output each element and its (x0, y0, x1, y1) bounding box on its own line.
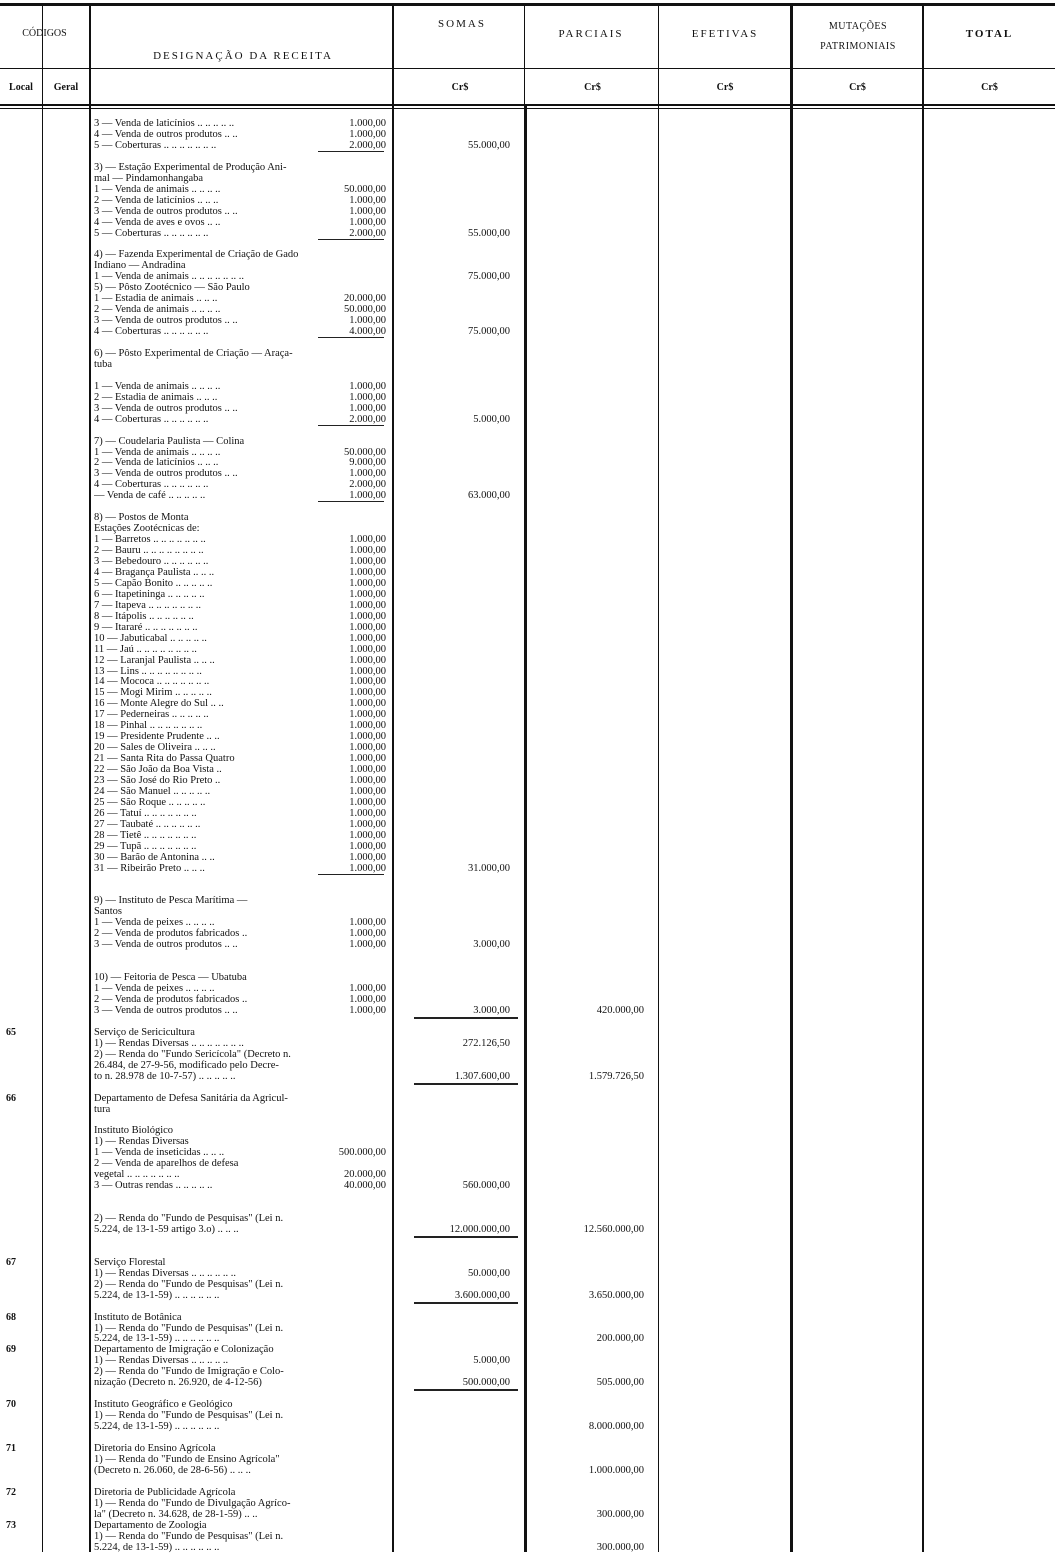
revenue-description: Instituto de Botânica (94, 1311, 182, 1323)
revenue-description: Serviço de Sericicultura (94, 1026, 195, 1038)
revenue-description: 5.224, de 13-1-59) .. .. .. .. .. .. (94, 1541, 220, 1553)
revenue-description: 1) — Rendas Diversas (94, 1136, 189, 1148)
revenue-description: 4 — Venda de aves e ovos .. .. (94, 216, 221, 228)
revenue-description: 11 — Jaú .. .. .. .. .. .. .. .. (94, 643, 197, 655)
revenue-description: 1 — Barretos .. .. .. .. .. .. .. (94, 534, 206, 546)
revenue-description: 30 — Barão de Antonina .. .. (94, 851, 215, 863)
parciais-amount: 420.000,00 (596, 1004, 644, 1016)
item-amount: 20.000,00 (344, 1169, 386, 1181)
item-amount: 1.000,00 (349, 216, 386, 228)
item-amount: 1.000,00 (349, 994, 386, 1005)
item-amount: 1.000,00 (349, 665, 386, 677)
item-amount: 50.000,00 (344, 446, 386, 458)
revenue-description: 28 — Tietê .. .. .. .. .. .. .. (94, 829, 197, 841)
item-amount: 1.000,00 (349, 687, 386, 699)
revenue-description: 1) — Renda do "Fundo de Ensino Agrícola" (94, 1453, 280, 1465)
item-amount: 1.000,00 (349, 917, 386, 929)
item-amount: 1.000,00 (349, 720, 386, 732)
revenue-description: 3 — Venda de outros produtos .. .. (94, 402, 238, 414)
revenue-description: 2) — Renda do "Fundo de Imigração e Colo- (94, 1366, 284, 1378)
item-amount: 1.000,00 (349, 829, 386, 841)
somas-header: SOMAS (438, 18, 486, 30)
efetivas-header: EFETIVAS (691, 28, 759, 40)
revenue-description: 23 — São José do Rio Preto .. (94, 775, 221, 786)
local-code: 71 (6, 1442, 16, 1454)
item-amount: 1.000,00 (349, 818, 386, 830)
col-line-somas-head (524, 6, 525, 106)
item-amount: 1.000,00 (349, 807, 386, 819)
item-amount: 50.000,00 (344, 304, 386, 316)
revenue-description: 24 — São Manuel .. .. .. .. .. (94, 785, 211, 797)
item-amount: 1.000,00 (349, 654, 386, 666)
revenue-description: 3 — Bebedouro .. .. .. .. .. .. (94, 556, 209, 567)
revenue-description: 9 — Itararé .. .. .. .. .. .. .. (94, 621, 198, 633)
item-amount: 1.000,00 (349, 118, 386, 129)
revenue-description: 1 — Venda de animais .. .. .. .. (94, 380, 221, 392)
somas-amount: 560.000,00 (462, 1180, 510, 1192)
currency-somas: Cr$ (451, 82, 469, 93)
local-code: 68 (6, 1311, 16, 1323)
revenue-description: 2 — Venda de laticínios .. .. .. (94, 457, 219, 469)
revenue-description: 4 — Venda de outros produtos .. .. (94, 128, 238, 140)
item-amount: 1.000,00 (349, 1004, 386, 1016)
revenue-description: Diretoria do Ensino Agrícola (94, 1442, 216, 1454)
item-amount: 1.000,00 (349, 588, 386, 600)
revenue-description: 1 — Venda de animais .. .. .. .. (94, 446, 221, 458)
somas-amount: 31.000,00 (468, 862, 510, 874)
revenue-description: Instituto Geográfico e Geológico (94, 1399, 233, 1411)
local-code: 69 (6, 1344, 16, 1356)
revenue-description: 6 — Itapetininga .. .. .. .. .. (94, 588, 205, 600)
item-amount: 1.000,00 (349, 556, 386, 567)
revenue-description: 5) — Pôsto Zootécnico — São Paulo (94, 282, 250, 294)
item-amount: 1.000,00 (349, 205, 386, 217)
revenue-description: 4 — Coberturas .. .. .. .. .. .. (94, 413, 209, 425)
item-amount: 20.000,00 (344, 293, 386, 305)
revenue-description: 26 — Tatuí .. .. .. .. .. .. .. (94, 807, 197, 819)
revenue-description: 5.224, de 13-1-59) .. .. .. .. .. .. (94, 1289, 220, 1301)
revenue-description: 3) — Estação Experimental de Produção Ani- (94, 161, 287, 173)
revenue-description: 3 — Venda de outros produtos .. .. (94, 205, 238, 217)
item-amount: 1.000,00 (349, 545, 386, 557)
item-amount: 2.000,00 (349, 413, 386, 425)
item-amount: 2.000,00 (349, 479, 386, 491)
parciais-amount: 300.000,00 (596, 1508, 644, 1520)
revenue-description: 3 — Venda de outros produtos .. .. (94, 1004, 238, 1016)
total-header: TOTAL (965, 28, 1014, 40)
revenue-description: Departamento de Imigração e Colonização (94, 1344, 274, 1356)
revenue-description: 18 — Pinhal .. .. .. .. .. .. .. (94, 720, 203, 732)
revenue-description: Instituto Biológico (94, 1125, 174, 1137)
somas-amount: 3.000,00 (473, 1004, 510, 1016)
item-amount: 1.000,00 (349, 632, 386, 644)
geral-header: Geral (53, 82, 79, 93)
currency-efetivas: Cr$ (716, 82, 734, 93)
somas-amount: 75.000,00 (468, 326, 510, 338)
item-amount: 1.000,00 (349, 796, 386, 808)
revenue-description: la" (Decreto n. 34.628, de 28-1-59) .. .. (94, 1508, 258, 1520)
item-amount: 1.000,00 (349, 939, 386, 951)
revenue-description: Santos (94, 906, 123, 918)
local-code: 65 (6, 1026, 16, 1038)
item-amount: 1.000,00 (349, 862, 386, 874)
item-amount: 2.000,00 (349, 227, 386, 239)
item-amount: 1.000,00 (349, 731, 386, 743)
currency-mutacoes: Cr$ (849, 82, 866, 93)
top-rule (0, 3, 1055, 6)
currency-total: Cr$ (981, 82, 998, 93)
item-amount: 1.000,00 (349, 764, 386, 776)
revenue-description: to n. 28.978 de 10-7-57) .. .. .. .. .. (94, 1070, 236, 1082)
revenue-description: 3 — Venda de laticínios .. .. .. .. .. (94, 118, 235, 129)
revenue-description: 5 — Coberturas .. .. .. .. .. .. (94, 227, 209, 239)
local-code: 67 (6, 1256, 16, 1268)
revenue-description: 14 — Mococa .. .. .. .. .. .. .. (94, 676, 210, 688)
table-row (0, 1542, 1055, 1554)
revenue-description: 20 — Sales de Oliveira .. .. .. (94, 742, 216, 754)
parciais-amount: 1.579.726,50 (588, 1070, 644, 1082)
item-amount: 1.000,00 (349, 709, 386, 721)
revenue-description: 1 — Estadia de animais .. .. .. (94, 293, 218, 305)
parciais-amount: 505.000,00 (596, 1377, 644, 1389)
revenue-description: 6) — Pôsto Experimental de Criação — Araça- (94, 347, 293, 359)
revenue-description: 1 — Venda de animais .. .. .. .. (94, 183, 221, 195)
header-mid-rule (0, 68, 1055, 69)
item-amount: 1.000,00 (349, 983, 386, 995)
local-header: Local (9, 82, 33, 93)
mutacoes-header: MUTAÇÕES PATRIMONIAIS (820, 21, 896, 52)
revenue-description: mal — Pindamonhangaba (94, 172, 204, 184)
revenue-description: 4 — Bragança Paulista .. .. .. (94, 566, 215, 578)
item-amount: 1.000,00 (349, 643, 386, 655)
revenue-description: Departamento de Defesa Sanitária da Agricul- (94, 1092, 288, 1104)
revenue-description: 3 — Venda de outros produtos .. .. (94, 468, 238, 480)
somas-amount: 5.000,00 (473, 413, 510, 425)
somas-amount: 55.000,00 (468, 227, 510, 239)
item-amount: 500.000,00 (338, 1147, 386, 1159)
revenue-description: 9) — Instituto de Pesca Marítima — (94, 895, 248, 907)
item-amount: 1.000,00 (349, 676, 386, 688)
parciais-amount: 300.000,00 (596, 1541, 644, 1553)
revenue-description: 15 — Mogi Mirim .. .. .. .. .. (94, 687, 212, 699)
revenue-description: 5 — Coberturas .. .. .. .. .. .. .. (94, 139, 217, 151)
revenue-description: 1 — Venda de animais .. .. .. .. .. .. .. (94, 271, 244, 283)
somas-amount: 3.600.000,00 (454, 1289, 510, 1301)
revenue-description: 4 — Coberturas .. .. .. .. .. .. (94, 326, 209, 338)
revenue-description: Departamento de Zoologia (94, 1519, 207, 1531)
revenue-description: 7 — Itapeva .. .. .. .. .. .. .. (94, 599, 202, 611)
local-code: 70 (6, 1399, 16, 1411)
revenue-description: 2) — Renda do "Fundo de Pesquisas" (Lei n. (94, 1278, 284, 1290)
item-amount: 1.000,00 (349, 391, 386, 403)
revenue-description: 5.224, de 13-1-59) .. .. .. .. .. .. (94, 1333, 220, 1345)
somas-amount: 272.126,50 (462, 1037, 510, 1049)
item-amount: 1.000,00 (349, 610, 386, 622)
item-amount: 1.000,00 (349, 315, 386, 327)
parciais-amount: 8.000.000,00 (588, 1421, 644, 1433)
revenue-description: 1 — Venda de inseticidas .. .. .. (94, 1147, 225, 1159)
somas-amount: 3.000,00 (473, 939, 510, 951)
revenue-description: 2 — Venda de produtos fabricados .. (94, 928, 248, 940)
revenue-description: 1) — Renda do "Fundo de Divulgação Agríco- (94, 1497, 291, 1509)
revenue-description: 1) — Renda do "Fundo de Pesquisas" (Lei n. (94, 1322, 284, 1334)
revenue-description: 2 — Venda de laticínios .. .. .. (94, 194, 219, 206)
revenue-description: 3 — Venda de outros produtos .. .. (94, 939, 238, 951)
somas-amount: 500.000,00 (462, 1377, 510, 1389)
revenue-description: — Venda de café .. .. .. .. .. (94, 490, 206, 502)
revenue-description: 10 — Jabuticabal .. .. .. .. .. (94, 632, 207, 644)
item-amount: 4.000,00 (349, 326, 386, 338)
revenue-description: 25 — São Roque .. .. .. .. .. (94, 796, 206, 808)
revenue-description: 19 — Presidente Prudente .. .. (94, 731, 220, 743)
revenue-description: 5.224, de 13-1-59) .. .. .. .. .. .. (94, 1421, 220, 1433)
item-amount: 1.000,00 (349, 840, 386, 852)
local-code: 66 (6, 1092, 16, 1104)
item-amount: 1.000,00 (349, 128, 386, 140)
item-amount: 1.000,00 (349, 775, 386, 786)
designacao-header: DESIGNAÇÃO DA RECEITA (153, 50, 333, 62)
revenue-description: 29 — Tupã .. .. .. .. .. .. .. (94, 840, 197, 852)
parciais-header: PARCIAIS (558, 28, 624, 40)
revenue-description: tura (94, 1103, 111, 1115)
item-amount: 1.000,00 (349, 490, 386, 502)
revenue-description: 5 — Capão Bonito .. .. .. .. .. (94, 577, 213, 589)
revenue-description: 2 — Venda de animais .. .. .. .. (94, 304, 221, 316)
revenue-description: tuba (94, 358, 113, 370)
header-bottom-rule-2 (0, 108, 1055, 109)
revenue-description: 4) — Fazenda Experimental de Criação de Gado (94, 249, 299, 261)
revenue-description: 21 — Santa Rita do Passa Quatro (94, 753, 235, 765)
revenue-description: 5.224, de 13-1-59 artigo 3.o) .. .. .. (94, 1223, 239, 1235)
item-amount: 2.000,00 (349, 139, 386, 151)
item-amount: 1.000,00 (349, 380, 386, 392)
revenue-description: Serviço Florestal (94, 1256, 166, 1268)
item-amount: 1.000,00 (349, 194, 386, 206)
item-amount: 50.000,00 (344, 183, 386, 195)
parciais-amount: 3.650.000,00 (588, 1289, 644, 1301)
item-amount: 1.000,00 (349, 566, 386, 578)
item-amount: 40.000,00 (344, 1180, 386, 1192)
parciais-amount: 12.560.000,00 (583, 1223, 644, 1235)
item-amount: 9.000,00 (349, 457, 386, 469)
revenue-description: 1) — Rendas Diversas .. .. .. .. .. (94, 1355, 229, 1367)
item-amount: 1.000,00 (349, 928, 386, 940)
codigos-header: CÓDIGOS (22, 28, 67, 39)
local-code: 73 (6, 1519, 16, 1531)
revenue-description: 17 — Pederneiras .. .. .. .. .. (94, 709, 209, 721)
revenue-description: 26.484, de 27-9-56, modificado pelo Decre- (94, 1059, 279, 1071)
revenue-description: 1 — Venda de peixes .. .. .. .. (94, 917, 215, 929)
revenue-description: 13 — Lins .. .. .. .. .. .. .. .. (94, 665, 202, 677)
revenue-description: (Decreto n. 26.060, de 28-6-56) .. .. .. (94, 1464, 251, 1476)
item-amount: 1.000,00 (349, 785, 386, 797)
somas-amount: 5.000,00 (473, 1355, 510, 1367)
item-amount: 1.000,00 (349, 534, 386, 546)
revenue-description: 2 — Estadia de animais .. .. .. (94, 391, 218, 403)
revenue-description: 31 — Ribeirão Preto .. .. .. (94, 862, 205, 874)
somas-amount: 50.000,00 (468, 1267, 510, 1279)
somas-amount: 75.000,00 (468, 271, 510, 283)
revenue-description: 1 — Venda de peixes .. .. .. .. (94, 983, 215, 995)
local-code: 72 (6, 1486, 16, 1498)
parciais-amount: 1.000.000,00 (588, 1464, 644, 1476)
header-bottom-rule (0, 104, 1055, 106)
revenue-description: 8) — Postos de Monta (94, 512, 189, 524)
item-amount: 1.000,00 (349, 742, 386, 754)
revenue-description: 10) — Feitoria de Pesca — Ubatuba (94, 972, 247, 984)
revenue-description: 1) — Renda do "Fundo de Pesquisas" (Lei n. (94, 1530, 284, 1542)
revenue-description: nização (Decreto n. 26.920, de 4-12-56) (94, 1377, 262, 1389)
somas-amount: 1.307.600,00 (454, 1070, 510, 1082)
revenue-description: 3 — Outras rendas .. .. .. .. .. (94, 1180, 213, 1192)
revenue-description: Estações Zootécnicas de: (94, 523, 200, 535)
parciais-amount: 200.000,00 (596, 1333, 644, 1345)
revenue-description: 2 — Bauru .. .. .. .. .. .. .. .. (94, 545, 204, 557)
item-amount: 1.000,00 (349, 851, 386, 863)
item-amount: 1.000,00 (349, 621, 386, 633)
revenue-description: 1) — Rendas Diversas .. .. .. .. .. .. .. (94, 1037, 244, 1049)
revenue-description: 4 — Coberturas .. .. .. .. .. .. (94, 479, 209, 491)
item-amount: 1.000,00 (349, 753, 386, 765)
revenue-description: 27 — Taubaté .. .. .. .. .. .. (94, 818, 201, 830)
item-amount: 1.000,00 (349, 599, 386, 611)
item-amount: 1.000,00 (349, 577, 386, 589)
revenue-description: 2) — Renda do "Fundo Sericícola" (Decreto n. (94, 1048, 291, 1060)
revenue-description: 22 — São João da Boa Vista .. (94, 764, 222, 776)
somas-amount: 63.000,00 (468, 490, 510, 502)
revenue-description: 1) — Rendas Diversas .. .. .. .. .. .. (94, 1267, 237, 1279)
revenue-description: 16 — Monte Alegre do Sul .. .. (94, 698, 224, 710)
revenue-description: 1) — Renda do "Fundo de Pesquisas" (Lei n. (94, 1410, 284, 1422)
revenue-description: vegetal .. .. .. .. .. .. .. (94, 1169, 180, 1181)
revenue-description: 7) — Coudelaria Paulista — Colina (94, 435, 245, 447)
revenue-description: 3 — Venda de outros produtos .. .. (94, 315, 238, 327)
revenue-description: 12 — Laranjal Paulista .. .. .. (94, 654, 215, 666)
revenue-description: 8 — Itápolis .. .. .. .. .. .. (94, 610, 194, 622)
revenue-description: 2 — Venda de produtos fabricados .. (94, 994, 248, 1005)
revenue-description: 2 — Venda de aparelhos de defesa (94, 1158, 239, 1170)
somas-amount: 12.000.000,00 (449, 1223, 510, 1235)
revenue-description: Diretoria de Publicidade Agrícola (94, 1486, 236, 1498)
somas-amount: 55.000,00 (468, 139, 510, 151)
item-amount: 1.000,00 (349, 468, 386, 480)
revenue-description: Indiano — Andradina (94, 260, 186, 272)
currency-parciais: Cr$ (584, 82, 601, 93)
item-amount: 1.000,00 (349, 402, 386, 414)
revenue-description: 2) — Renda do "Fundo de Pesquisas" (Lei n. (94, 1213, 284, 1224)
item-amount: 1.000,00 (349, 698, 386, 710)
